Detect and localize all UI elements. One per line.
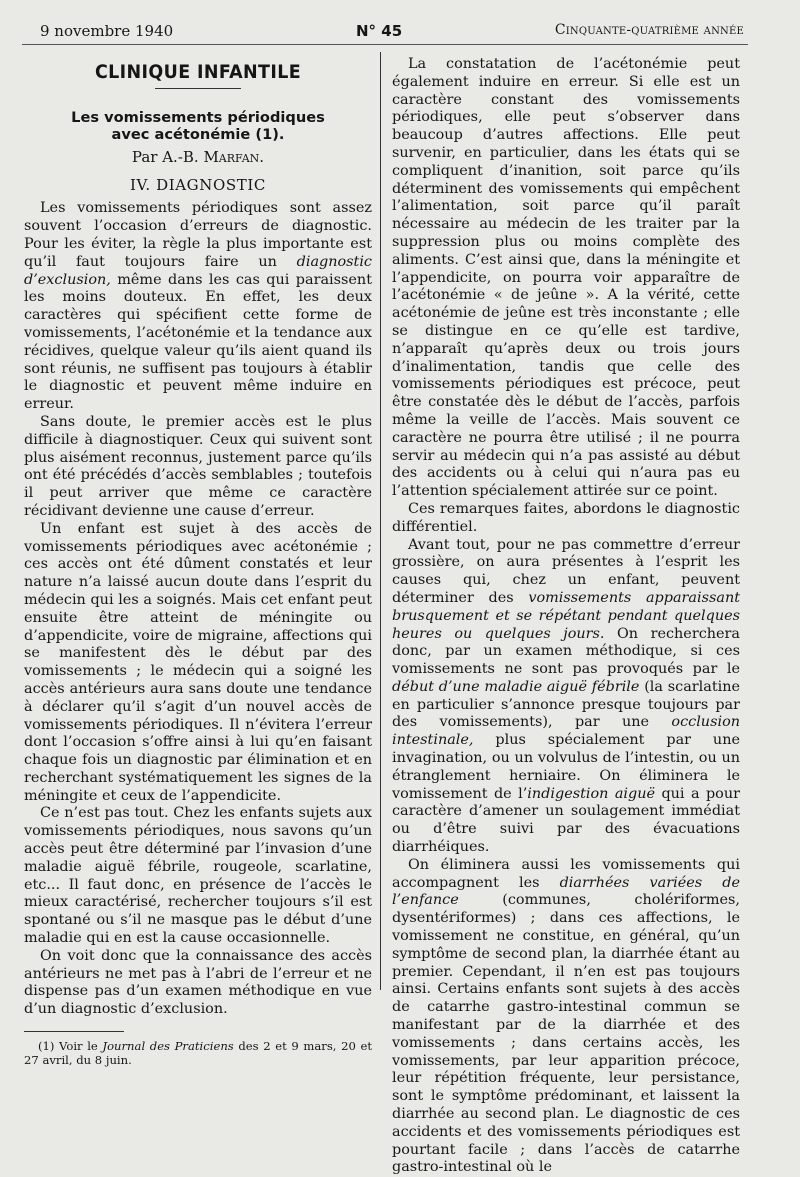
text-run: (la scarlatine en particulier s’annonce presque toujours par des vomissements), par une: [392, 678, 741, 731]
paragraph: [24, 521, 372, 806]
article-title-line-1: Les vomissements périodiques: [71, 108, 325, 126]
footnote-after: des 2 et 9 mars, 20 et 27 avril, du 8 juin.: [24, 1039, 372, 1067]
paragraph: [24, 414, 372, 521]
section-title: CLINIQUE INFANTILE: [94, 61, 302, 83]
text-run: On éliminera aussi les vomissements qui accompagnent les: [392, 856, 740, 891]
italic-phrase: occlusion intestinale,: [392, 714, 740, 749]
article-title: [24, 109, 372, 143]
title-rule: [155, 88, 241, 89]
paragraph: [24, 200, 372, 414]
header-rule: [22, 44, 748, 45]
byline-suffix: .: [259, 147, 265, 166]
text-run: Ces remarques faites, abordons le diagnostic différentiel.: [392, 500, 740, 535]
paragraph: [24, 948, 372, 1019]
italic-phrase: indigestion aiguë: [527, 785, 656, 802]
text-run: Un enfant est sujet à des accès de vomissements périodiques avec acétonémie ; ces accès ont été dûment constatés et leur nature n’a laissé aucun doute dans l’esprit du médecin qui les a soignés. Mais cet enfant peut ensuite être atteint de méningite ou d’appendicite, voire de migraine, affections qui se manifestent dès le début par des vomissements ; le médecin qui a soigné les accès antérieurs aura sans doute une tendance à déclarer qu’il s’agit d’un nouvel accès de vomissements périodiques. Il n’évitera l’erreur dont l’occasion s’offre ainsi à lui qu’en faisant chaque fois un diagnostic par élimination et en recherchant systématiquement les signes de la méningite et ceux de l’appendicite.: [24, 520, 372, 804]
text-run: (communes, cholériformes, dysentériformes) ; dans ces affections, le vomissement ne constitue, en général, qu’un symptôme de second plan, la diarrhée étant au premier. Cependant, il n’en est pas toujours ainsi. Certains enfants sont sujets à des accès de catarrhe gastro-intestinal commun se manifestant par de la diarrhée et des vomissements ; dans certains accès, les vomissements, par leur apparition précoce, leur répétition fréquente, leur persistance, sont le symptôme prédominant, et laissent la diarrhée au second plan. Le diagnostic de ces accidents et des vomissements périodiques est pourtant facile ; dans l’accès de catarrhe gastro-intestinal où le: [392, 892, 740, 1176]
text-run: qui a pour caractère d’amener un soulagement immédiat ou d’être suivi par des évacuations diarrhéiques.: [392, 785, 740, 856]
paragraph: [392, 537, 740, 857]
article-title-line-2: avec acétonémie (1).: [111, 125, 285, 143]
text-run: plus spécialement par une invagination, ou un volvulus de l’intestin, ou un étranglement herniaire. On éliminera le vomissement de l’: [392, 732, 740, 802]
subsection-heading: IV. DIAGNOSTIC: [130, 175, 266, 194]
italic-phrase: diagnostic d’exclusion,: [24, 253, 372, 288]
text-run: On voit donc que la connaissance des accès antérieurs ne met pas à l’abri de l’erreur et ne dispense pas d’un examen méthodique en vue d’un diagnostic d’exclusion.: [24, 947, 372, 1018]
right-body: [392, 56, 740, 1177]
footnote-rule: [24, 1031, 124, 1032]
left-body: [24, 200, 372, 1019]
paragraph: [24, 805, 372, 947]
italic-phrase: vomissements apparaissant brusquement et se répétant pendant quelques heures ou quelques jours.: [392, 589, 740, 642]
column-divider: [380, 52, 381, 990]
issue-date: 9 novembre 1940: [40, 22, 174, 40]
publication-year: Cinquante-quatrième année: [554, 22, 744, 38]
text-run: On recherchera donc, par un examen méthodique, si ces vomissements ne sont pas provoqués par le: [392, 625, 740, 678]
right-column: [392, 56, 740, 1177]
text-run: Avant tout, pour ne pas commettre d’erreur grossière, on aura présentes à l’esprit les causes qui, chez un enfant, peuvent déterminer des: [392, 536, 740, 606]
paragraph: [392, 501, 740, 537]
left-column: [24, 56, 372, 1067]
paragraph: [392, 857, 740, 1177]
author-name: Marfan: [203, 147, 260, 166]
footnote-before: (1) Voir le: [38, 1039, 103, 1054]
byline: [24, 149, 372, 167]
text-run: Sans doute, le premier accès est le plus difficile à diagnostiquer. Ceux qui suivent sont plus aisément reconnus, justement parce qu’ils ont été précédés d’accès semblables ; toutefois il peut arriver que même ce caractère récidivant devienne une cause d’erreur.: [24, 413, 372, 519]
issue-number: N° 45: [356, 22, 403, 40]
italic-phrase: début d’une maladie aiguë fébrile: [392, 678, 640, 695]
byline-prefix: Par A.-B.: [131, 147, 204, 166]
paragraph: [392, 56, 740, 501]
text-run: Les vomissements périodiques sont assez souvent l’occasion d’erreurs de diagnostic. Pour les éviter, la règle la plus importante est qu’il faut toujours faire un: [24, 200, 372, 270]
text-run: Ce n’est pas tout. Chez les enfants sujets aux vomissements périodiques, nous savons qu’un accès peut être déterminé par l’invasion d’une maladie aiguë fébrile, rougeole, scarlatine, etc... Il faut donc, en présence de l’accès le mieux caractérisé, rechercher toujours s’il est spontané ou s’il ne masque pas le début d’une maladie qui en est la cause occasionnelle.: [24, 805, 372, 947]
footnote-journal: Journal des Praticiens: [102, 1039, 234, 1054]
italic-phrase: diarrhées variées de l’enfance: [392, 874, 740, 909]
footnote-text: [24, 1040, 372, 1067]
text-run: même dans les cas qui paraissent les moins douteux. En effet, les deux caractères qui spécifient cette forme de vomissements, l’acétonémie et la tendance aux récidives, quelque valeur qu’ils aient quand ils sont réunis, ne suffisent pas toujours à établir le diagnostic et peuvent même induire en erreur.: [24, 271, 372, 413]
footnote: [24, 1040, 372, 1067]
text-run: La constatation de l’acétonémie peut également induire en erreur. Si elle est un caractère constant des vomissements périodiques, elle peut s’observer dans beaucoup d’autres affections. Elle peut survenir, en particulier, dans les états qui se compliquent d’inanition, soit parce qu’ils déterminent des vomissements qui empêchent l’alimentation, soit parce qu’il paraît nécessaire au médecin de les traiter par la suppression plus ou moins complète des aliments. C’est ainsi que, dans la méningite et l’appendicite, on pourra voir apparaître de l’acétonémie « de jeûne ». A la vérité, cette acétonémie de jeûne est très inconstante ; elle se distingue en ce qu’elle est tardive, n’apparaît qu’après deux ou trois jours d’inalimentation, tandis que celle des vomissements périodiques est précoce, peut être constatée dès le début de l’accès, parfois même la veille de l’accès. Mais souvent ce caractère ne pourra être utilisé ; il ne pourra servir au médecin qui n’a pas assisté au début des accidents ou à celui qui n’aura pas eu l’attention spécialement attirée sur ce point.: [392, 56, 740, 500]
